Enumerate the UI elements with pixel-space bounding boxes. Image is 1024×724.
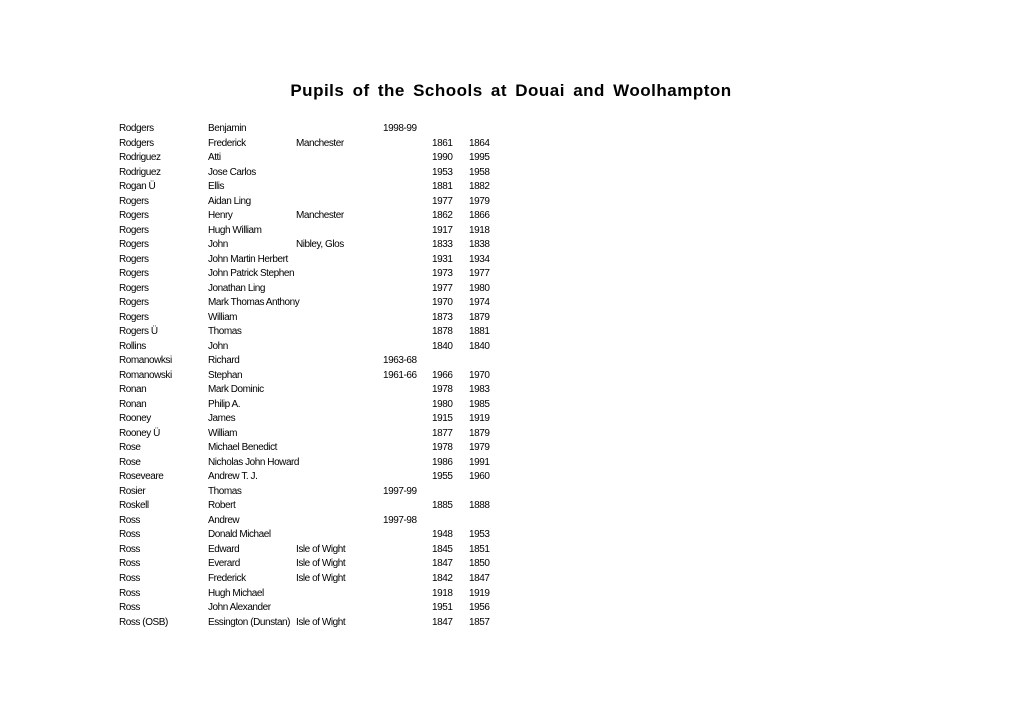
forename-cell: Henry <box>208 210 233 222</box>
surname-cell: Ross <box>119 602 140 614</box>
period-cell: 1997-99 <box>383 485 417 497</box>
place-cell: Nibley, Glos <box>296 239 344 251</box>
end-year-cell: 1979 <box>469 195 490 207</box>
start-year-cell: 1980 <box>432 398 453 410</box>
forename-cell: Frederick <box>208 137 246 149</box>
surname-cell: Ross <box>119 572 140 584</box>
list-item <box>119 238 519 253</box>
forename-cell: John Martin Herbert <box>208 253 288 265</box>
end-year-cell: 1840 <box>469 340 490 352</box>
pupil-list <box>119 122 519 630</box>
list-item <box>119 514 519 529</box>
start-year-cell: 1955 <box>432 471 453 483</box>
forename-cell: Atti <box>208 152 221 164</box>
forename-cell: Jose Carlos <box>208 166 256 178</box>
start-year-cell: 1986 <box>432 456 453 468</box>
start-year-cell: 1840 <box>432 340 453 352</box>
start-year-cell: 1977 <box>432 282 453 294</box>
place-cell: Isle of Wight <box>296 616 346 628</box>
list-item <box>119 151 519 166</box>
start-year-cell: 1915 <box>432 413 453 425</box>
surname-cell: Roskell <box>119 500 149 512</box>
end-year-cell: 1980 <box>469 282 490 294</box>
list-item <box>119 253 519 268</box>
surname-cell: Ross <box>119 514 140 526</box>
start-year-cell: 1878 <box>432 326 453 338</box>
end-year-cell: 1838 <box>469 239 490 251</box>
end-year-cell: 1983 <box>469 384 490 396</box>
surname-cell: Rose <box>119 456 141 468</box>
start-year-cell: 1847 <box>432 558 453 570</box>
start-year-cell: 1845 <box>432 543 453 555</box>
forename-cell: James <box>208 413 236 425</box>
list-item <box>119 616 519 631</box>
forename-cell: Benjamin <box>208 123 247 134</box>
surname-cell: Ronan <box>119 398 147 410</box>
start-year-cell: 1847 <box>432 616 453 628</box>
start-year-cell: 1885 <box>432 500 453 512</box>
list-item <box>119 499 519 514</box>
list-item <box>119 282 519 297</box>
place-cell: Isle of Wight <box>296 558 346 570</box>
forename-cell: William <box>208 311 238 323</box>
end-year-cell: 1888 <box>469 500 490 512</box>
surname-cell: Ross (OSB) <box>119 616 168 628</box>
start-year-cell: 1931 <box>432 253 453 265</box>
forename-cell: John <box>208 239 228 251</box>
start-year-cell: 1833 <box>432 239 453 251</box>
place-cell: Isle of Wight <box>296 543 346 555</box>
list-item <box>119 398 519 413</box>
surname-cell: Ross <box>119 558 140 570</box>
forename-cell: Jonathan Ling <box>208 282 265 294</box>
forename-cell: Michael Benedict <box>208 442 277 454</box>
surname-cell: Rogers Ü <box>119 326 158 338</box>
list-item <box>119 224 519 239</box>
surname-cell: Romanowski <box>119 369 172 381</box>
end-year-cell: 1985 <box>469 398 490 410</box>
list-item <box>119 325 519 340</box>
surname-cell: Rogers <box>119 311 149 323</box>
end-year-cell: 1881 <box>469 326 490 338</box>
surname-cell: Ross <box>119 543 140 555</box>
end-year-cell: 1882 <box>469 181 490 193</box>
place-cell: Manchester <box>296 137 344 149</box>
start-year-cell: 1970 <box>432 297 453 309</box>
end-year-cell: 1847 <box>469 572 490 584</box>
end-year-cell: 1879 <box>469 311 490 323</box>
list-item <box>119 369 519 384</box>
period-cell: 1961-66 <box>383 369 417 381</box>
end-year-cell: 1970 <box>469 369 490 381</box>
place-cell: Manchester <box>296 210 344 222</box>
surname-cell: Rogers <box>119 239 149 251</box>
start-year-cell: 1966 <box>432 369 453 381</box>
surname-cell: Rogers <box>119 297 149 309</box>
forename-cell: Nicholas John Howard <box>208 456 300 468</box>
surname-cell: Rogan Ü <box>119 181 156 193</box>
surname-cell: Rogers <box>119 268 149 280</box>
start-year-cell: 1973 <box>432 268 453 280</box>
list-item <box>119 441 519 456</box>
start-year-cell: 1877 <box>432 427 453 439</box>
forename-cell: John Patrick Stephen <box>208 268 295 280</box>
end-year-cell: 1979 <box>469 442 490 454</box>
list-item <box>119 340 519 355</box>
surname-cell: Rodgers <box>119 123 154 134</box>
forename-cell: Ellis <box>208 181 225 193</box>
end-year-cell: 1934 <box>469 253 490 265</box>
forename-cell: Frederick <box>208 572 246 584</box>
surname-cell: Rogers <box>119 195 149 207</box>
surname-cell: Roseveare <box>119 471 164 483</box>
start-year-cell: 1978 <box>432 384 453 396</box>
surname-cell: Rogers <box>119 224 149 236</box>
start-year-cell: 1978 <box>432 442 453 454</box>
forename-cell: Donald Michael <box>208 529 271 541</box>
list-item <box>119 354 519 369</box>
surname-cell: Rollins <box>119 340 146 352</box>
list-item <box>119 209 519 224</box>
start-year-cell: 1977 <box>432 195 453 207</box>
period-cell: 1963-68 <box>383 355 417 367</box>
start-year-cell: 1881 <box>432 181 453 193</box>
forename-cell: Robert <box>208 500 236 512</box>
list-item <box>119 572 519 587</box>
start-year-cell: 1862 <box>432 210 453 222</box>
list-item <box>119 296 519 311</box>
start-year-cell: 1861 <box>432 137 453 149</box>
end-year-cell: 1866 <box>469 210 490 222</box>
end-year-cell: 1977 <box>469 268 490 280</box>
surname-cell: Ross <box>119 587 140 599</box>
list-item <box>119 485 519 500</box>
start-year-cell: 1948 <box>432 529 453 541</box>
forename-cell: Hugh Michael <box>208 587 264 599</box>
forename-cell: Edward <box>208 543 240 555</box>
list-item <box>119 383 519 398</box>
start-year-cell: 1917 <box>432 224 453 236</box>
end-year-cell: 1857 <box>469 616 490 628</box>
forename-cell: Andrew <box>208 514 240 526</box>
forename-cell: Richard <box>208 355 240 367</box>
start-year-cell: 1951 <box>432 602 453 614</box>
start-year-cell: 1953 <box>432 166 453 178</box>
list-item <box>119 470 519 485</box>
forename-cell: Mark Dominic <box>208 384 264 396</box>
list-item <box>119 137 519 152</box>
surname-cell: Rosier <box>119 485 146 497</box>
surname-cell: Rogers <box>119 210 149 222</box>
list-item <box>119 587 519 602</box>
forename-cell: Stephan <box>208 369 243 381</box>
list-item <box>119 412 519 427</box>
end-year-cell: 1864 <box>469 137 490 149</box>
list-item <box>119 427 519 442</box>
forename-cell: Mark Thomas Anthony <box>208 297 300 309</box>
forename-cell: Thomas <box>208 485 242 497</box>
forename-cell: William <box>208 427 238 439</box>
end-year-cell: 1956 <box>469 602 490 614</box>
surname-cell: Ross <box>119 529 140 541</box>
surname-cell: Rooney Ü <box>119 427 160 439</box>
start-year-cell: 1918 <box>432 587 453 599</box>
surname-cell: Rogers <box>119 253 149 265</box>
place-cell: Isle of Wight <box>296 572 346 584</box>
end-year-cell: 1851 <box>469 543 490 555</box>
end-year-cell: 1974 <box>469 297 490 309</box>
forename-cell: Hugh William <box>208 224 262 236</box>
surname-cell: Ronan <box>119 384 147 396</box>
start-year-cell: 1873 <box>432 311 453 323</box>
list-item <box>119 456 519 471</box>
surname-cell: Rooney <box>119 413 151 425</box>
end-year-cell: 1995 <box>469 152 490 164</box>
end-year-cell: 1960 <box>469 471 490 483</box>
list-item <box>119 528 519 543</box>
list-item <box>119 543 519 558</box>
end-year-cell: 1919 <box>469 587 490 599</box>
list-item <box>119 122 519 137</box>
forename-cell: Andrew T. J. <box>208 471 258 483</box>
page-title: Pupils of the Schools at Douai and Woolhampton <box>290 81 732 100</box>
list-item <box>119 166 519 181</box>
surname-cell: Romanowksi <box>119 355 172 367</box>
end-year-cell: 1879 <box>469 427 490 439</box>
surname-cell: Rodriguez <box>119 152 161 164</box>
end-year-cell: 1918 <box>469 224 490 236</box>
surname-cell: Rose <box>119 442 141 454</box>
forename-cell: Everard <box>208 558 240 570</box>
forename-cell: Aidan Ling <box>208 195 251 207</box>
list-item <box>119 311 519 326</box>
surname-cell: Rodgers <box>119 137 154 149</box>
surname-cell: Rogers <box>119 282 149 294</box>
period-cell: 1997-98 <box>383 514 417 526</box>
forename-cell: John Alexander <box>208 602 271 614</box>
end-year-cell: 1958 <box>469 166 490 178</box>
surname-cell: Rodriguez <box>119 166 161 178</box>
list-item <box>119 601 519 616</box>
end-year-cell: 1850 <box>469 558 490 570</box>
list-item <box>119 195 519 210</box>
list-item <box>119 267 519 282</box>
list-item <box>119 180 519 195</box>
end-year-cell: 1919 <box>469 413 490 425</box>
forename-cell: Essington (Dunstan) <box>208 616 291 628</box>
start-year-cell: 1990 <box>432 152 453 164</box>
forename-cell: Philip A. <box>208 398 241 410</box>
forename-cell: Thomas <box>208 326 242 338</box>
start-year-cell: 1842 <box>432 572 453 584</box>
end-year-cell: 1953 <box>469 529 490 541</box>
forename-cell: John <box>208 340 228 352</box>
list-item <box>119 557 519 572</box>
period-cell: 1998-99 <box>383 123 417 134</box>
end-year-cell: 1991 <box>469 456 490 468</box>
